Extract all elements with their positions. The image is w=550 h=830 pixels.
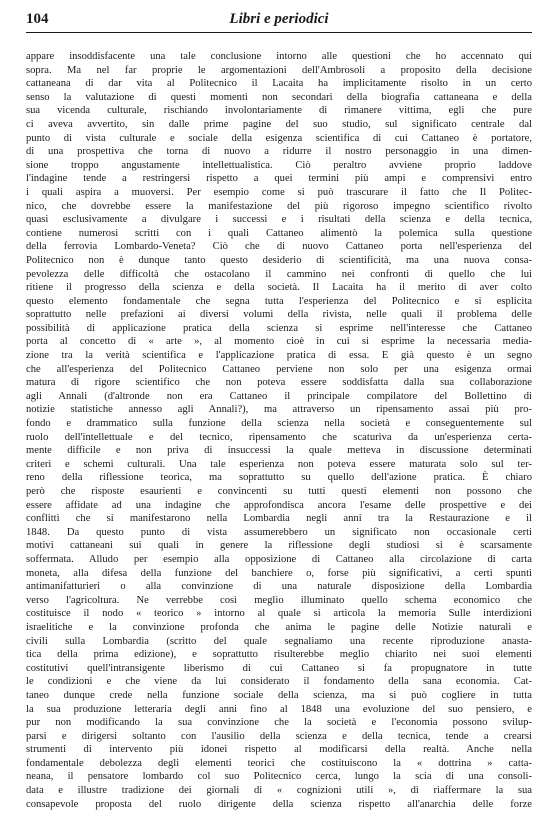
text-line: data e illustre tradizione dei giornali di « cognizioni utili », di riaffermare la sua [26, 785, 532, 797]
text-line: tica della prima edizione), e soprattutto risulterebbe meglio chiarito nei suoi elementi [26, 649, 532, 661]
text-line: soprattutto nelle prefazioni ai diversi volumi della rivista, nelle quali il problema delle [26, 309, 532, 321]
text-line: i quali aspira a muoversi. Per esempio come si può trascurare il fatto che Il Politec- [26, 186, 532, 198]
text-line: sione troppo angustamente intellettualistica. Ciò peraltro avviene proprio laddove [26, 159, 532, 171]
text-line: moneta, alla difesa della funzione del banchiere o, forse più significativi, a certi spunti [26, 567, 532, 579]
text-line: motivi cattaneani sui quali in genere la riflessione degli studiosi si è scarsamente [26, 540, 532, 552]
text-line: ruolo dell'intellettuale e del tecnico, ripensamento che scaturiva da un'esperienza certa- [26, 431, 532, 443]
text-line: quasi esclusivamente a divulgare i successi e i risultati della scienza e della tecnica, [26, 214, 532, 226]
text-line: contiene numerosi scritti con i quali Cattaneo alimentò la polemica sulla questione [26, 227, 532, 239]
text-line: fondamentale debolezza degli elementi teorici che costituiscono la « dottrina » catta- [26, 757, 532, 769]
text-line: senso la valutazione di questi momenti non secondari della biografia cattaneana e della [26, 91, 532, 103]
text-line: Politecnico non è dunque tanto questo desiderio di scientificità, ma una nuova consa- [26, 254, 532, 266]
text-line: zione tra la verità scientifica e l'applicazione pratica di essa. E già questo è un segno [26, 350, 532, 362]
text-line: verso l'agricoltura. Ne verrebbe così meglio illuminato quello schema economico che [26, 594, 532, 606]
text-line: criteri e schemi culturali. Una tale esperienza non poteva essere maturata solo sul ter- [26, 458, 532, 470]
text-line: possibilità di applicazione pratica della scienza si esprime nell'interesse che Cattaneo [26, 322, 532, 334]
header-rule [26, 32, 532, 33]
text-line: fondo e drammatico sulla funzione della scienza nella società e conseguentemente sul [26, 418, 532, 430]
text-line: pevolezza delle difficoltà che ostacolano il cammino nei confronti di quello che lui [26, 268, 532, 280]
text-line: cattaneana di dar vita al Politecnico il Lacaita ha implicitamente risolto in un certo [26, 78, 532, 90]
text-line: consapevole proposta del ruolo dirigente della scienza rispetto all'anarchia delle forze [26, 798, 532, 810]
text-line: costitutivi quell'intransigente liberismo di cui Cattaneo si fa propugnatore in tutte [26, 662, 532, 674]
text-line: nico, che dovrebbe essere la manifestazione del più rigoroso impegno scientifico rivolto [26, 200, 532, 212]
text-line: parsi e dirigersi soltanto con l'ausilio della scienza e della tecnica, tende a crearsi [26, 730, 532, 742]
text-line: della ferrovia Lombardo-Veneta? Ciò che di nuovo Cattaneo porta nell'esperienza del [26, 241, 532, 253]
text-line: reno della riflessione teorica, ma soprattutto su quello dell'azione pratica. È chiaro [26, 472, 532, 484]
text-line: conflitti che si manifestarono nella Lombardia negli anni tra la Restaurazione e il [26, 513, 532, 525]
text-line: porta al concetto di « arte », al momento cioè in cui si esprime la necessaria media- [26, 336, 532, 348]
body-text [26, 50, 532, 811]
text-line: civili sulla Lombardia (scritto del quale segnaliamo una recente riproduzione anasta- [26, 635, 532, 647]
text-line: matura di rigore scientifico che non poteva essere soddisfatta dalla sua collaborazione [26, 377, 532, 389]
text-line: soffermata. Alludo per esempio alla opposizione di Cattaneo alla circolazione di carta [26, 553, 532, 565]
text-line: essere affidate ad una indagine che approfondisca ancora l'esame delle prospettive e dei [26, 499, 532, 511]
text-line: ci aveva avvertito, sin dalle prime pagine del suo studio, sul significato centrale dal [26, 118, 532, 130]
text-line: però che risposte esaurienti e convincenti su tutti questi elementi non possono che [26, 486, 532, 497]
text-line: l'indagine tende a restringersi rispetto a quei termini più ampi e comprensivi entro [26, 173, 532, 185]
text-line: sua vicenda culturale, rischiando involontariamente di rimanere vittima, egli che pure [26, 105, 532, 117]
text-line: neana, il pensatore lombardo col suo Politecnico cerca, lungo la scia di una consoli- [26, 771, 532, 783]
text-line: ritiene il progresso della scienza e della società. Il Lacaita ha il merito di aver colto [26, 282, 532, 294]
page-number: 104 [26, 11, 49, 27]
text-line: antimanifatturieri o alla convinzione di una naturale disposizione della Lombardia [26, 581, 532, 593]
text-line: taneo dunque crede nella funzione sociale della scienza, ma si può cogliere in tutta [26, 689, 532, 701]
text-line: mente difficile e non priva di insuccessi la quale metteva in discussione determinati [26, 445, 532, 457]
text-line: punto di vista culturale e sociale della esigenza scientifica di cui Cattaneo è portatore, [26, 132, 532, 144]
text-line: israelitiche e la convinzione profonda che anima le pagine delle Notizie naturali e [26, 621, 532, 633]
text-line: di una prospettiva che torna di nuovo a ridurre il nostro personaggio in una dimen- [26, 146, 532, 158]
text-line: notizie statistiche annesso agli Annali?), ma attraverso un ripensamento assai più pro- [26, 404, 532, 416]
page-header [26, 11, 532, 31]
text-line: sopra. Ma nel far proprie le argomentazioni dell'Ambrosoli a proposito della decisione [26, 64, 532, 76]
text-line: che all'esperienza del Politecnico Cattaneo perviene non solo per una esigenza ormai [26, 363, 532, 375]
text-line: agli Annali (d'altronde non era Cattaneo il principale compilatore del Bollettino di [26, 390, 532, 402]
text-line: 1848. Da questo punto di vista assumerebbero un significato non occasionale certi [26, 526, 532, 538]
text-line: la sua produzione letteraria degli anni fino al 1848 una evoluzione del suo pensiero, e [26, 703, 532, 715]
text-line: pur non modificando la sua convinzione che la società e l'economia possono svilup- [26, 717, 532, 729]
text-line: costituisce il nodo « teorico » intorno al quale si articola la memoria Sulle interdizioni [26, 608, 532, 620]
text-line: questo elemento fondamentale che segna tutta l'esperienza del Politecnico e si esplicita [26, 295, 532, 307]
running-title: Libri e periodici [229, 11, 329, 27]
text-line: appare insoddisfacente una tale conclusione intorno alle questioni che ho accennato qui [26, 51, 532, 62]
text-line: le condizioni e che viene da lui considerato il fondamento della sana economia. Cat- [26, 676, 532, 688]
text-line: strumenti di intervento più idonei rispetto al modificarsi della realtà. Anche nella [26, 744, 532, 756]
